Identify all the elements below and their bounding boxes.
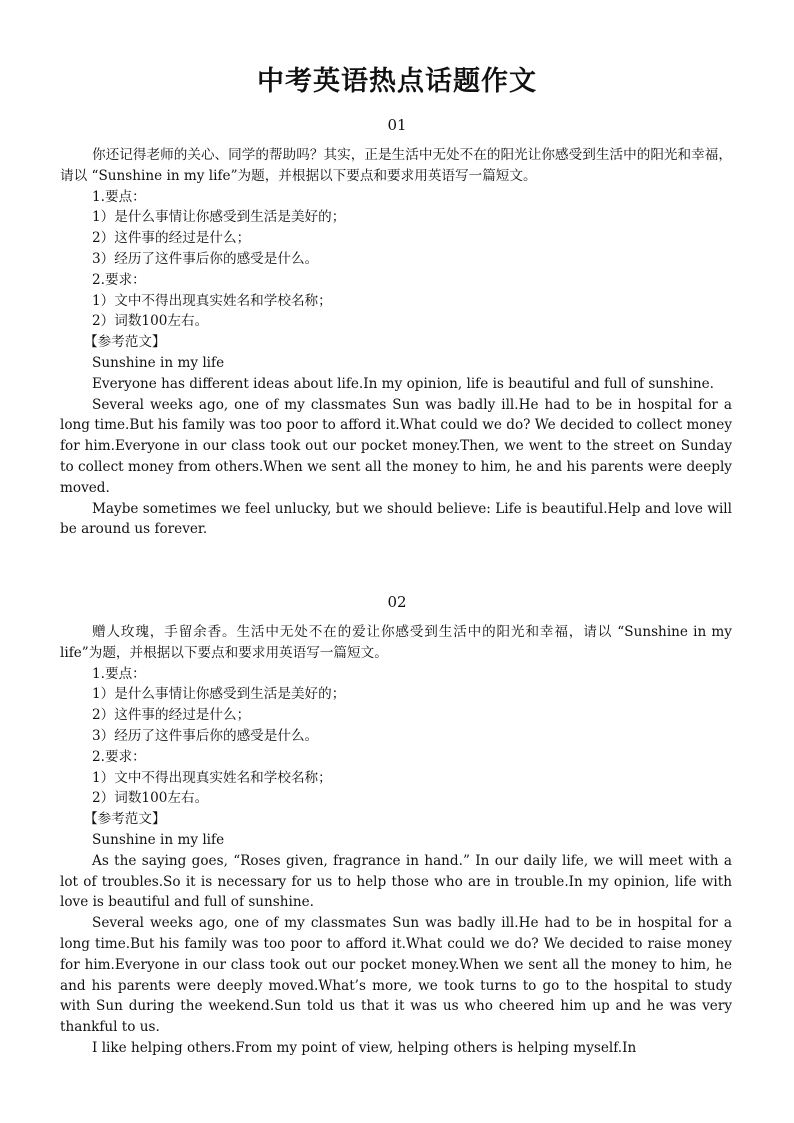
essay-paragraph: Several weeks ago, one of my classmates Sun was badly ill.He had to be in hospital for a long time.But his family was too poor to afford it.What could we do? We decided to collect money for him.Everyone in our class took out our pocket money.Then, we went to the street on Sunday to collect money from others.When we sent all the money to him, he and his parents were deeply moved. (60, 396, 732, 496)
essay-paragraph: As the saying goes, “Roses given, fragrance in hand.” In our daily life, we will meet with a lot of troubles.So it is necessary for us to help those who are in trouble.In my opinion, life with love is beautiful and full of sunshine. (60, 852, 732, 911)
requirement-item: 1）文中不得出现真实姓名和学校名称； (92, 769, 332, 786)
points-heading: 1.要点： (92, 665, 146, 682)
sample-label: 【参考范文】 (84, 811, 166, 828)
section-number: 01 (387, 116, 407, 134)
essay-paragraph: Maybe sometimes we feel unlucky, but we should believe: Life is beautiful.Help and love will be around us forever. (60, 500, 732, 538)
page-title: 中考英语热点话题作文 (257, 66, 537, 97)
requirement-item: 2）词数100左右。 (92, 790, 209, 807)
section-intro: 你还记得老师的关心、同学的帮助吗？其实，正是生活中无处不在的阳光让你感受到生活中的阳光和幸福，请以 “Sunshine in my life”为题，并根据以下要点和要求用英语写一篇短文。 (60, 147, 732, 184)
requirements-heading: 2.要求： (92, 748, 146, 765)
sample-label: 【参考范文】 (84, 334, 166, 351)
point-item: 2）这件事的经过是什么； (92, 230, 251, 247)
requirement-item: 2）词数100左右。 (92, 313, 209, 330)
point-item: 3）经历了这件事后你的感受是什么。 (92, 250, 319, 267)
point-item: 3）经历了这件事后你的感受是什么。 (92, 727, 319, 744)
point-item: 2）这件事的经过是什么； (92, 707, 251, 724)
essay-paragraph: I like helping others.From my point of view, helping others is helping myself.In (92, 1039, 637, 1056)
point-item: 1）是什么事情让你感受到生活是美好的； (92, 686, 346, 703)
essay-title: Sunshine in my life (92, 354, 225, 371)
section-intro: 赠人玫瑰，手留余香。生活中无处不在的爱让你感受到生活中的阳光和幸福，请以 “Sunshine in my life”为题，并根据以下要点和要求用英语写一篇短文。 (60, 624, 732, 661)
section-01 (60, 145, 732, 540)
requirements-heading: 2.要求： (92, 271, 146, 288)
essay-paragraph: Several weeks ago, one of my classmates Sun was badly ill.He had to be in hospital for a long time.But his family was too poor to afford it.What could we do? We decided to raise money for him.Everyone in our class took out our pocket money.When we sent all the money to him, he and his parents were deeply moved.What’s more, we took turns to go to the hospital to study with Sun during the weekend.Sun told us that it was us who cheered him up and he was very thankful to us. (60, 915, 732, 1036)
essay-title: Sunshine in my life (92, 831, 225, 848)
requirement-item: 1）文中不得出现真实姓名和学校名称； (92, 292, 332, 309)
section-number: 02 (387, 593, 407, 611)
point-item: 1）是什么事情让你感受到生活是美好的； (92, 209, 346, 226)
section-02 (60, 622, 732, 1059)
essay-paragraph: Everyone has different ideas about life.In my opinion, life is beautiful and full of sunshine. (92, 375, 715, 392)
points-heading: 1.要点： (92, 188, 146, 205)
